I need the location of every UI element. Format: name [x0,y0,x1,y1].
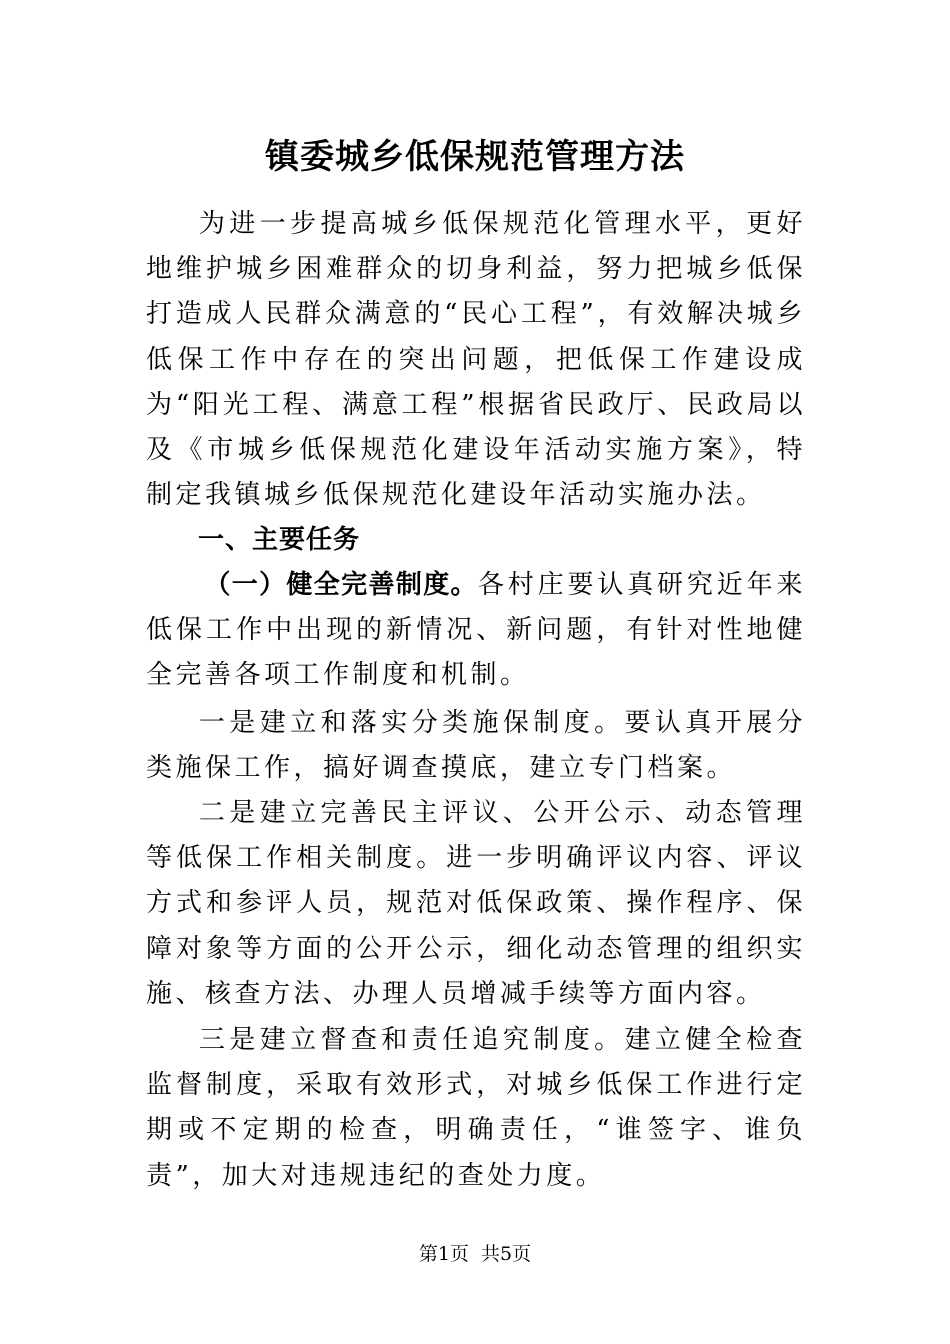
item-paragraph [146,563,806,699]
point-text-1: 一是建立和落实分类施保制度。要认真开展分类施保工作，搞好调查摸底，建立专门档案。 [146,708,806,784]
intro-paragraph [146,202,806,518]
item-lead: （一）健全完善制度。 [204,570,478,600]
point-text-3: 三是建立督查和责任追究制度。建立健全检查监督制度，采取有效形式，对城乡低保工作进行定期或不定期的检查，明确责任，“谁签字、谁负责”，加大对违规违纪的查处力度。 [146,1025,806,1191]
page-total: 共5页 [481,1243,532,1265]
point-text-2: 二是建立完善民主评议、公开公示、动态管理等低保工作相关制度。进一步明确评议内容、评议方式和参评人员，规范对低保政策、操作程序、保障对象等方面的公开公示，细化动态管理的组织实施、核查方法、办理人员增减手续等方面内容。 [146,798,806,1009]
document-title: 镇委城乡低保规范管理方法 [265,137,685,177]
point-paragraph-2 [146,791,806,1017]
section-heading: 一、主要任务 [198,525,361,555]
page-footer [0,1242,950,1266]
item-text: 各村庄要认真研究近年来低保工作中出现的新情况、新问题，有针对性地健全完善各项工作制度和机制。 [146,570,806,691]
page-number: 第1页 [418,1243,469,1265]
point-paragraph-3 [146,1018,806,1199]
point-paragraph-1 [146,701,806,791]
intro-text: 为进一步提高城乡低保规范化管理水平，更好地维护城乡困难群众的切身利益，努力把城乡低保打造成人民群众满意的“民心工程”，有效解决城乡低保工作中存在的突出问题，把低保工作建设成为“阳光工程、满意工程”根据省民政厅、民政局以及《市城乡低保规范化建设年活动实施方案》，特制定我镇城乡低保规范化建设年活动实施办法。 [146,209,806,511]
